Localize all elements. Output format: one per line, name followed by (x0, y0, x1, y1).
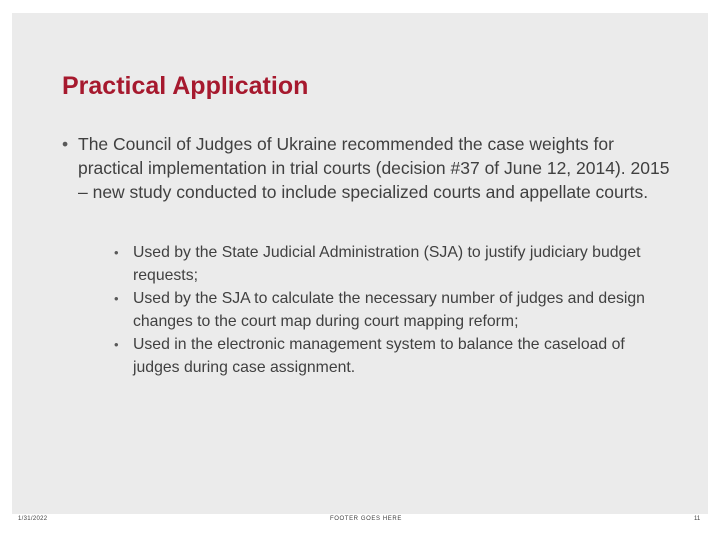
bullet-icon: • (62, 134, 69, 154)
sub-bullet-text: Used in the electronic management system to balance the caseload of judges during case assignment. (133, 336, 625, 376)
sub-bullet-text: Used by the State Judicial Administration (SJA) to justify judiciary budget requests; (133, 244, 641, 284)
sub-bullet-text: Used by the SJA to calculate the necessary number of judges and design changes to the court map during court mapping reform; (133, 290, 645, 330)
bullet-icon: • (114, 337, 119, 352)
sub-bullet-item (114, 333, 674, 379)
sub-bullet-item (114, 287, 674, 333)
main-bullet-text: The Council of Judges of Ukraine recommended the case weights for practical implementation in trial courts (decision #37 of June 12, 2014). 2015 – new study conducted to include specialized courts and appellate courts. (78, 134, 670, 202)
footer-text: FOOTER GOES HERE (330, 516, 402, 522)
bullet-icon: • (114, 245, 119, 260)
main-bullet (62, 132, 678, 204)
sub-bullet-list (114, 241, 674, 379)
sub-bullet-item (114, 241, 674, 287)
footer-date: 1/31/2022 (18, 516, 48, 522)
page-number: 11 (694, 516, 701, 522)
slide-title: Practical Application (62, 72, 309, 100)
bullet-icon: • (114, 291, 119, 306)
